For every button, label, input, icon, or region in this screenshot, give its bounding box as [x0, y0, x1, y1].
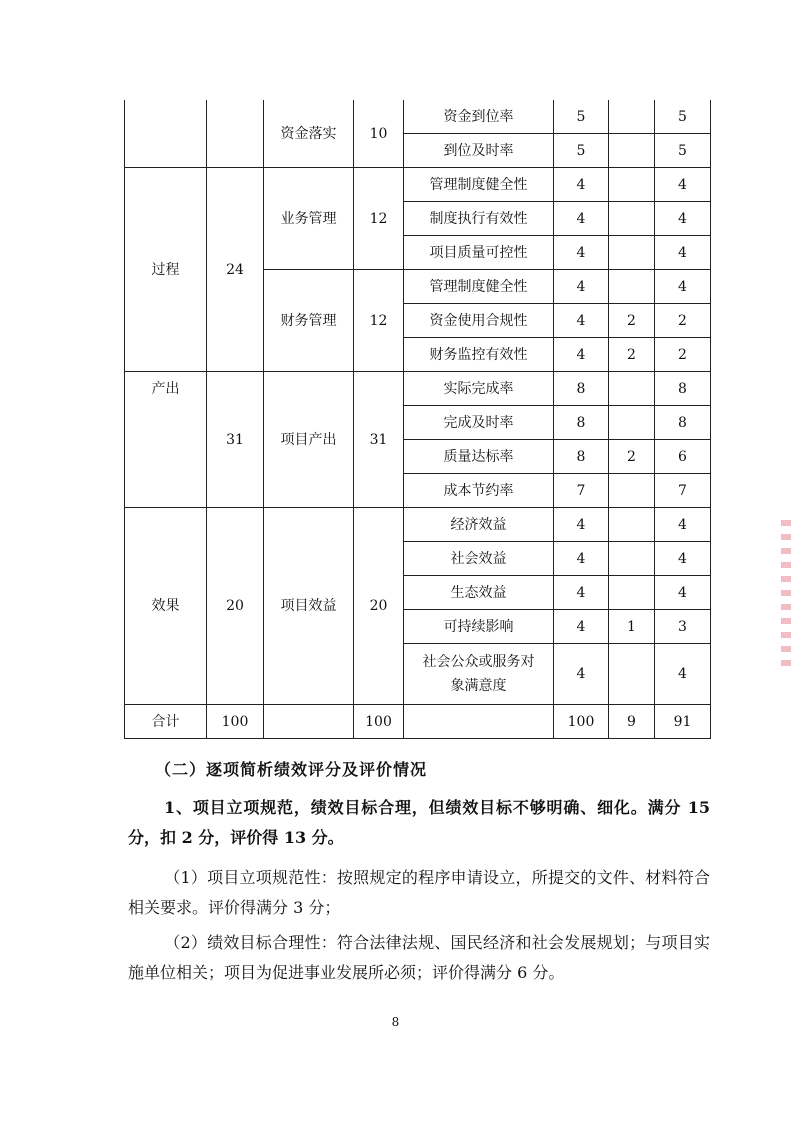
paragraph-item1-1	[128, 863, 710, 923]
level2-cell: 资金落实	[264, 100, 354, 168]
full-score-cell: 4	[554, 338, 609, 372]
full-score-cell: 4	[554, 644, 609, 705]
deduction-cell	[609, 168, 655, 202]
indicator-cell: 成本节约率	[404, 474, 554, 508]
level1-cell: 效果	[125, 508, 207, 705]
deduction-cell	[609, 372, 655, 406]
full-score-cell: 4	[554, 542, 609, 576]
final-score-cell: 8	[655, 406, 711, 440]
deduction-cell: 2	[609, 338, 655, 372]
deduction-cell	[609, 644, 655, 705]
total-row	[125, 705, 711, 739]
indicator-line: 社会公众或服务对	[422, 654, 535, 670]
indicator-cell: 管理制度健全性	[404, 168, 554, 202]
indicator-cell: 到位及时率	[404, 134, 554, 168]
full-score-cell: 7	[554, 474, 609, 508]
final-score-cell: 8	[655, 372, 711, 406]
full-score-cell: 5	[554, 134, 609, 168]
level2-score-cell: 12	[354, 168, 404, 270]
page-number: 8	[391, 1015, 400, 1029]
deduction-cell	[609, 100, 655, 134]
full-score-cell: 4	[554, 610, 609, 644]
indicator-cell: 实际完成率	[404, 372, 554, 406]
level1-cell: 产出	[125, 372, 207, 406]
final-score-cell: 4	[655, 236, 711, 270]
full-score-cell: 4	[554, 236, 609, 270]
indicator-cell: 质量达标率	[404, 440, 554, 474]
full-score-cell: 8	[554, 372, 609, 406]
full-score-cell: 8	[554, 440, 609, 474]
total-indicator-cell	[404, 705, 554, 739]
level1-score-cell: 20	[207, 508, 264, 705]
level2-cell: 业务管理	[264, 168, 354, 270]
table-row	[125, 168, 711, 202]
table-row	[125, 100, 711, 134]
final-score-cell: 6	[655, 440, 711, 474]
deduction-cell: 2	[609, 440, 655, 474]
final-score-cell: 4	[655, 508, 711, 542]
level2-score-cell: 31	[354, 372, 404, 508]
table-row	[125, 508, 711, 542]
total-level1-score-cell: 100	[207, 705, 264, 739]
indicator-cell: 财务监控有效性	[404, 338, 554, 372]
level2-score-cell: 20	[354, 508, 404, 705]
level2-cell: 项目产出	[264, 372, 354, 508]
level1-score-cell: 24	[207, 168, 264, 372]
total-level2-score-cell: 100	[354, 705, 404, 739]
final-score-cell: 4	[655, 168, 711, 202]
final-score-cell: 2	[655, 338, 711, 372]
indicator-cell: 管理制度健全性	[404, 270, 554, 304]
indicator-cell: 资金到位率	[404, 100, 554, 134]
indicator-line: 象满意度	[450, 678, 507, 694]
deduction-cell	[609, 406, 655, 440]
full-score-cell: 4	[554, 168, 609, 202]
final-score-cell: 5	[655, 100, 711, 134]
total-final-score-cell: 91	[655, 705, 711, 739]
level2-cell: 项目效益	[264, 508, 354, 705]
seal-stamp-edge	[781, 520, 791, 670]
final-score-cell: 3	[655, 610, 711, 644]
deduction-cell	[609, 202, 655, 236]
deduction-cell	[609, 474, 655, 508]
level1-cell: 过程	[125, 168, 207, 372]
indicator-cell	[404, 644, 554, 705]
indicator-cell: 制度执行有效性	[404, 202, 554, 236]
level2-cell: 财务管理	[264, 270, 354, 372]
level2-score-cell: 10	[354, 100, 404, 168]
full-score-cell: 5	[554, 100, 609, 134]
paragraph-text: （1）项目立项规范性：按照规定的程序申请设立，所提交的文件、材料符合相关要求。评价得满分 3 分；	[128, 868, 710, 917]
performance-score-table	[124, 100, 711, 739]
full-score-cell: 4	[554, 202, 609, 236]
final-score-cell: 4	[655, 270, 711, 304]
final-score-cell: 4	[655, 576, 711, 610]
indicator-cell: 完成及时率	[404, 406, 554, 440]
total-full-score-cell: 100	[554, 705, 609, 739]
deduction-cell	[609, 542, 655, 576]
level1-score-cell	[207, 100, 264, 168]
deduction-cell	[609, 270, 655, 304]
deduction-cell	[609, 134, 655, 168]
level1-cell-continued	[125, 406, 207, 508]
indicator-cell: 生态效益	[404, 576, 554, 610]
level1-cell	[125, 100, 207, 168]
full-score-cell: 4	[554, 508, 609, 542]
deduction-cell: 2	[609, 304, 655, 338]
deduction-cell	[609, 508, 655, 542]
paragraph-text: （2）绩效目标合理性：符合法律法规、国民经济和社会发展规划；与项目实施单位相关；项目为促进事业发展所必须；评价得满分 6 分。	[128, 933, 710, 982]
full-score-cell: 4	[554, 270, 609, 304]
final-score-cell: 5	[655, 134, 711, 168]
level2-score-cell: 12	[354, 270, 404, 372]
indicator-cell: 项目质量可控性	[404, 236, 554, 270]
paragraph-item1	[128, 793, 710, 853]
paragraph-item1-2	[128, 928, 710, 988]
indicator-cell: 可持续影响	[404, 610, 554, 644]
total-label-cell: 合计	[125, 705, 207, 739]
final-score-cell: 4	[655, 644, 711, 705]
deduction-cell	[609, 236, 655, 270]
full-score-cell: 4	[554, 576, 609, 610]
full-score-cell: 8	[554, 406, 609, 440]
indicator-cell: 社会效益	[404, 542, 554, 576]
paragraph-text: 1、项目立项规范，绩效目标合理，但绩效目标不够明确、细化。满分 15 分，扣 2 分，评价得 13 分。	[128, 798, 710, 847]
full-score-cell: 4	[554, 304, 609, 338]
final-score-cell: 2	[655, 304, 711, 338]
indicator-cell: 经济效益	[404, 508, 554, 542]
final-score-cell: 7	[655, 474, 711, 508]
deduction-cell: 1	[609, 610, 655, 644]
final-score-cell: 4	[655, 202, 711, 236]
deduction-cell	[609, 576, 655, 610]
table-row	[125, 372, 711, 406]
section-heading: （二）逐项简析绩效评分及评价情况	[155, 760, 428, 779]
indicator-cell: 资金使用合规性	[404, 304, 554, 338]
total-level2-cell	[264, 705, 354, 739]
total-deduction-cell: 9	[609, 705, 655, 739]
level1-score-cell: 31	[207, 372, 264, 508]
final-score-cell: 4	[655, 542, 711, 576]
